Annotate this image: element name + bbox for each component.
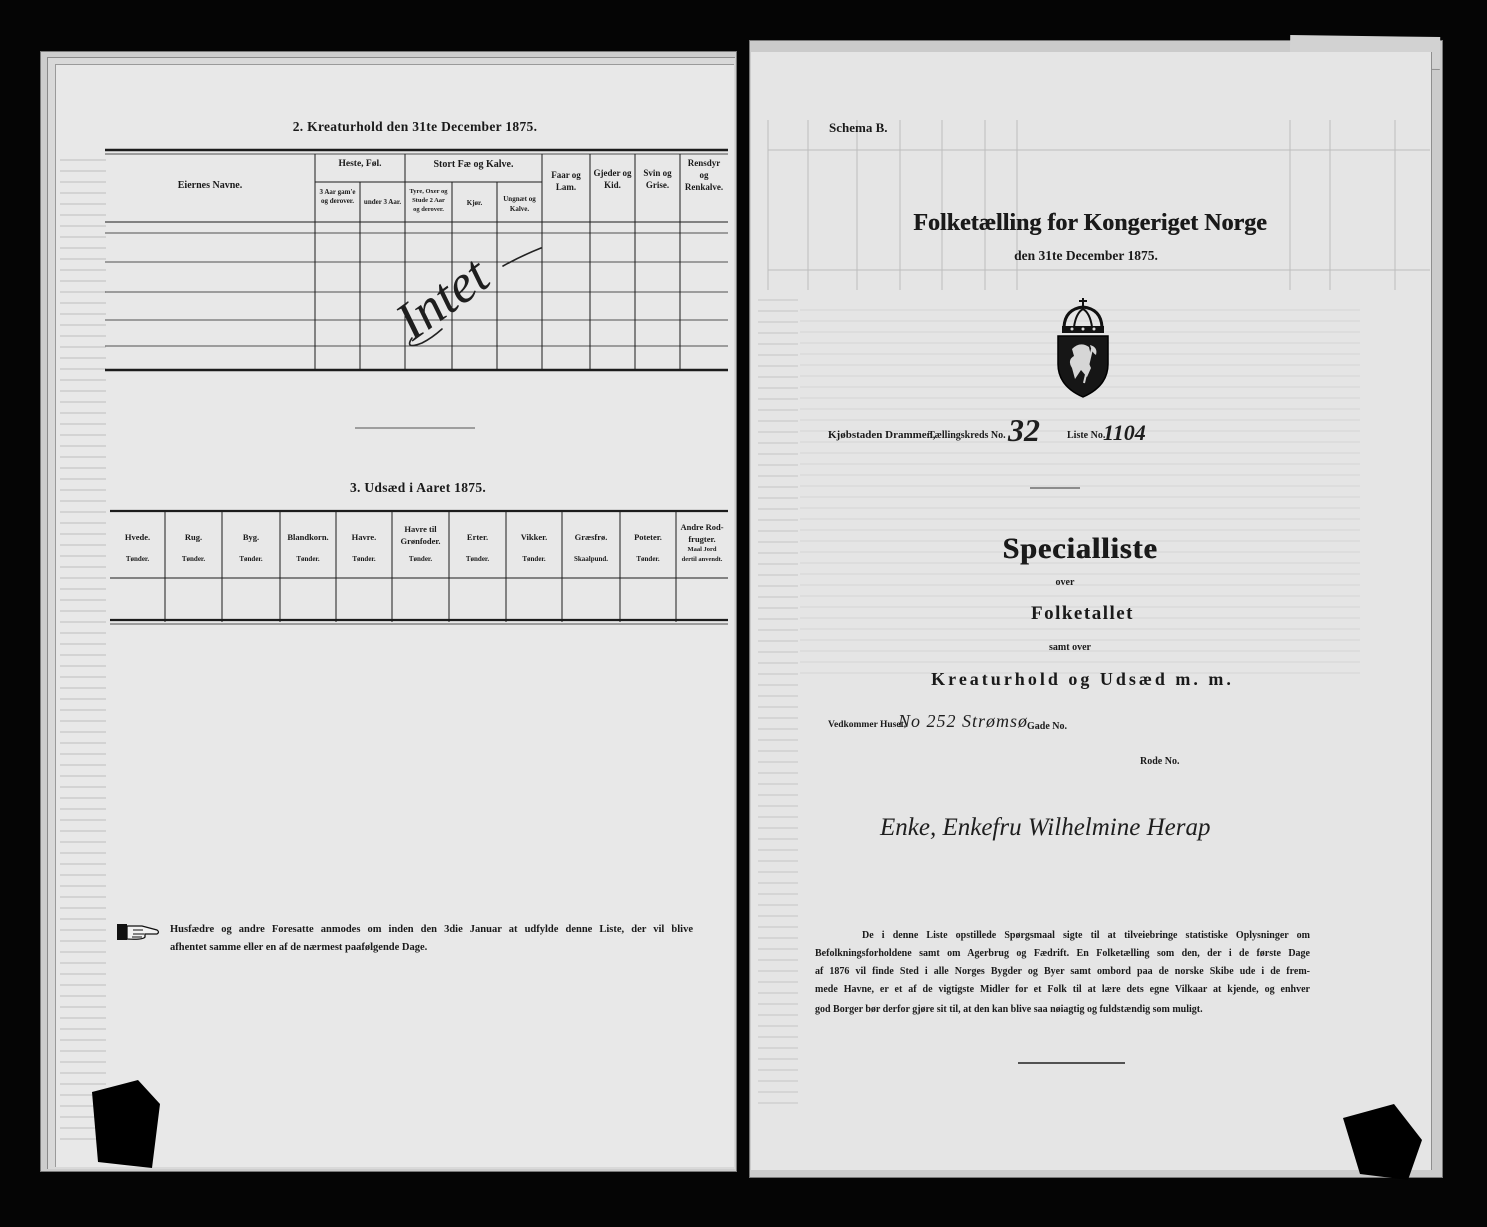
header-cows: Kjør. [466, 199, 483, 207]
header-sheep-line1: Faar og [551, 170, 581, 180]
house-label: Vedkommer Huset, [828, 720, 907, 730]
header-reindeer-line1: Rensdyr [687, 158, 721, 168]
town-label: Kjøbstaden Drammen, [828, 429, 936, 441]
header-sheep-line2: Lam. [555, 182, 577, 192]
header-pigs-line2: Grise. [645, 180, 670, 190]
seed-col-barley-unit: Tønder. [239, 555, 263, 563]
scanner-clamp-left [92, 1080, 160, 1168]
info-line-5: god Borger bør derfor gjøre sit til, at den kan blive saa nøiagtig og fuldstændig som muligt. [815, 1004, 1203, 1015]
seed-col-green-fodder-line2: Grønfoder. [400, 536, 441, 546]
house-value-handwritten: No 252 Strømsø [898, 711, 1029, 731]
list-label: Liste No. [1067, 430, 1106, 441]
header-owners: Eiernes Navne. [177, 180, 243, 191]
rode-number-label: Rode No. [1140, 756, 1180, 767]
pointing-hand-icon [116, 921, 162, 943]
seed-col-peas: Erter. [466, 532, 489, 542]
header-goats-line1: Gjeder og [593, 168, 632, 178]
schema-label: Schema B. [829, 120, 888, 135]
seed-col-root-crops-line2: frugter. [688, 534, 716, 544]
header-reindeer-line3: Renkalve. [684, 182, 724, 192]
seed-col-root-crops-unit-line2: dertil anvendt. [681, 556, 723, 563]
header-pigs-line1: Svin og [643, 168, 672, 178]
seed-col-vetch-unit: Tønder. [522, 555, 546, 563]
seed-col-peas-unit: Tønder. [465, 555, 490, 563]
info-line-1: De i denne Liste opstillede Spørgsmaal sigte til at tilveiebringe statistiske Oplysninger om [862, 930, 1310, 941]
seed-col-wheat-unit: Tønder. [125, 555, 150, 563]
list-number-handwritten: 1104 [1103, 420, 1146, 445]
subject-livestock: Kreaturhold og Udsæd m. m. [931, 669, 1234, 689]
seed-col-potatoes: Poteter. [634, 532, 662, 542]
header-young-cattle-line1: Ungnæt og [503, 195, 536, 203]
header-cattle: Stort Fæ og Kalve. [433, 159, 514, 170]
notice-line-1: Husfædre og andre Foresatte anmodes om inden den 3die Januar at udfylde denne Liste, der vil blive [170, 924, 693, 935]
info-line-2: Befolkningsforholdene samt om Agerbrug og Fædrift. En Folketælling som den, der i de første Dage [815, 948, 1310, 959]
seed-col-oats-unit: Tønder. [352, 555, 376, 563]
header-horses-old-line2: og derover. [320, 197, 355, 205]
right-page-show-through-grid [768, 120, 1430, 290]
seed-col-green-fodder-line1: Havre til [404, 524, 437, 534]
header-goats-line2: Kid. [604, 180, 621, 190]
street-number-label: Gade No. [1027, 721, 1067, 732]
header-bulls-line2: Stude 2 Aar [412, 197, 445, 204]
district-number-handwritten: 32 [1008, 412, 1040, 448]
norwegian-coat-of-arms-icon [1050, 297, 1116, 399]
livestock-handwritten-entry: Intet [384, 244, 500, 352]
over-label: over [1055, 577, 1075, 588]
info-line-4: mede Havne, er et af de vigtigste Midler for et Folk til at lære dets egne Vilkaar at kjende, og enhver [815, 984, 1310, 995]
seed-col-grass-seed: Græsfrø. [574, 532, 608, 542]
seed-col-mixed-grain-unit: Tønder. [296, 555, 320, 563]
census-date: den 31te December 1875. [1014, 248, 1158, 263]
subject-population: Folketallet [1030, 603, 1135, 624]
page-title: Folketælling for Kongeriget Norge [913, 210, 1267, 236]
header-horses: Heste, Føl. [338, 159, 382, 169]
seed-col-root-crops-line1: Andre Rod- [680, 522, 724, 532]
seed-col-potatoes-unit: Tønder. [636, 555, 660, 563]
seed-col-mixed-grain: Blandkorn. [287, 532, 329, 542]
seed-col-oats: Havre. [351, 532, 377, 542]
also-over-label: samt over [1049, 642, 1091, 653]
seed-col-rye-unit: Tønder. [181, 555, 206, 563]
livestock-section-title: 2. Kreaturhold den 31te December 1875. [292, 119, 538, 134]
seed-col-green-fodder-unit: Tønder. [408, 555, 433, 563]
header-young-cattle-line2: Kalve. [509, 205, 530, 213]
scanner-clamp-right [1343, 1104, 1422, 1180]
notice-line-2: afhentet samme eller en af de nærmest paafølgende Dage. [170, 942, 428, 953]
district-label: Tællingskreds No. [928, 430, 1006, 441]
occupant-handwritten: Enke, Enkefru Wilhelmine Herap [880, 814, 1211, 841]
seed-col-rye: Rug. [184, 532, 203, 542]
header-horses-old-line1: 3 Aar gam'e [319, 188, 356, 196]
seed-col-root-crops-unit-line1: Maal Jord [687, 546, 717, 553]
info-line-3: af 1876 vil finde Sted i alle Norges Bygder og Byer samt ombord paa de norske Skibe ude i de frem- [815, 966, 1310, 977]
seed-col-grass-seed-unit: Skaalpund. [573, 555, 609, 563]
seed-col-vetch: Vikker. [520, 532, 548, 542]
seed-section-title: 3. Udsæd i Aaret 1875. [349, 480, 487, 495]
header-horses-young: under 3 Aar. [363, 198, 402, 206]
header-bulls-line1: Tyre, Oxer og [409, 188, 448, 195]
header-bulls-line3: og derover. [413, 206, 444, 213]
seed-col-barley: Byg. [242, 532, 260, 542]
seed-col-wheat: Hvede. [124, 532, 151, 542]
header-reindeer-line2: og [699, 170, 709, 180]
special-list-heading: Specialliste [1002, 532, 1158, 565]
